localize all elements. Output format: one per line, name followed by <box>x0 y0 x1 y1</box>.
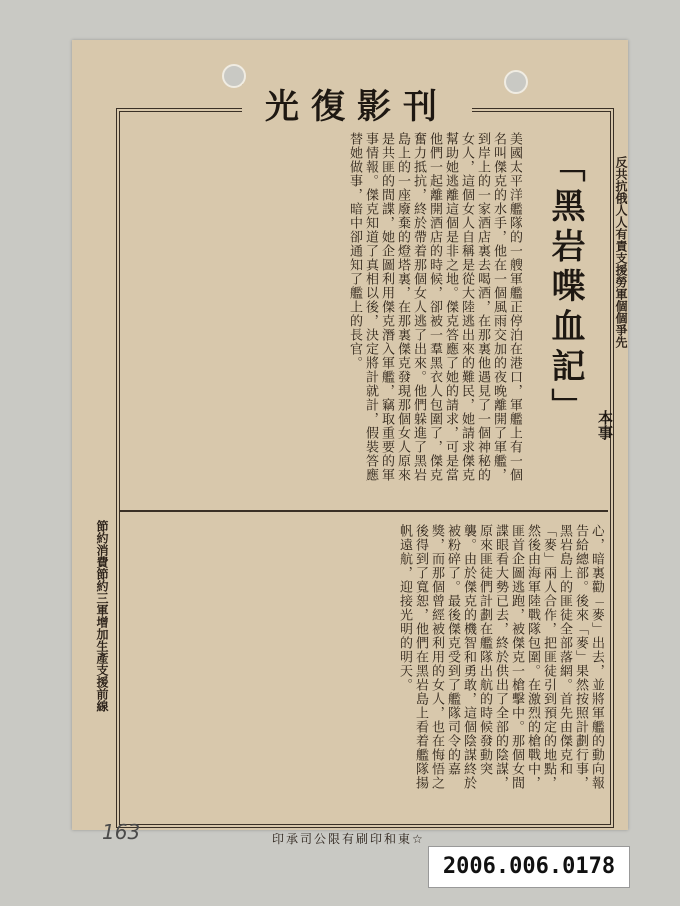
side-slogan-right: 反共抗俄人人有責支援勞軍個個爭先 <box>614 156 628 348</box>
article-body-top: 美國太平洋艦隊的一艘軍艦正停泊在港口，軍艦上有一個名叫傑克的水手，他在一個風雨交加的夜晚離開了軍艦，到岸上的一家酒店裏去喝酒，在那裏他遇見了一個神秘的女人，這個女人自稱是從大陸逃出來的難民，她請求傑克幫助她逃離這個是非之地。傑克答應了她的請求，可是當他們一起離開酒店的時候，卻被一羣黑衣人包圍了，傑克奮力抵抗，終於帶着那個女人逃了出來。他們躲進了黑岩島上的一座廢棄的燈塔裏，在那裏傑克發現那個女人原來是共匪的間諜，她企圖利用傑克潛入軍艦，竊取重要的軍事情報。傑克知道了真相以後，決定將計就計，假裝答應替她做事，暗中卻通知了艦上的長官。 <box>347 132 522 482</box>
printer-credit: 印承司公限有刷印和東☆ <box>272 832 425 846</box>
article-subtitle: 本事 <box>596 410 614 440</box>
article-body-bottom: 心，暗裏勸「麥」出去，並將軍艦的動向報告給總部。後來「麥」果然按照計劃行事，黑岩島上的匪徒全部落網。首先由傑克和「麥」兩人合作，把匪徒引到預定的地點，然後由海軍陸戰隊包圍。在激烈的槍戰中，匪首企圖逃跑，被傑克一槍擊中。那個女間諜眼看大勢已去，終於供出了全部的陰謀，原來匪徒們計劃在艦隊出航的時候發動突襲。由於傑克的機智和勇敢，這個陰謀終於被粉碎了。最後傑克受到了艦隊司令的嘉獎，而那個曾經被利用的女人，也在悔悟之後得到了寬恕，他們在黑岩島上看着艦隊揚帆遠航，迎接光明的明天。 <box>397 524 604 790</box>
article-title: 「黑岩喋血記」 <box>545 148 585 428</box>
handwritten-page-number: 163 <box>102 820 141 844</box>
accession-label: 2006.006.0178 <box>428 846 630 888</box>
punch-hole-right <box>504 70 528 94</box>
masthead-title: 光復影刊 <box>242 84 472 130</box>
document-sheet <box>72 40 628 846</box>
section-divider <box>120 510 608 512</box>
side-slogan-left: 節約消費節約三軍增加生產支援前線 <box>95 520 109 712</box>
